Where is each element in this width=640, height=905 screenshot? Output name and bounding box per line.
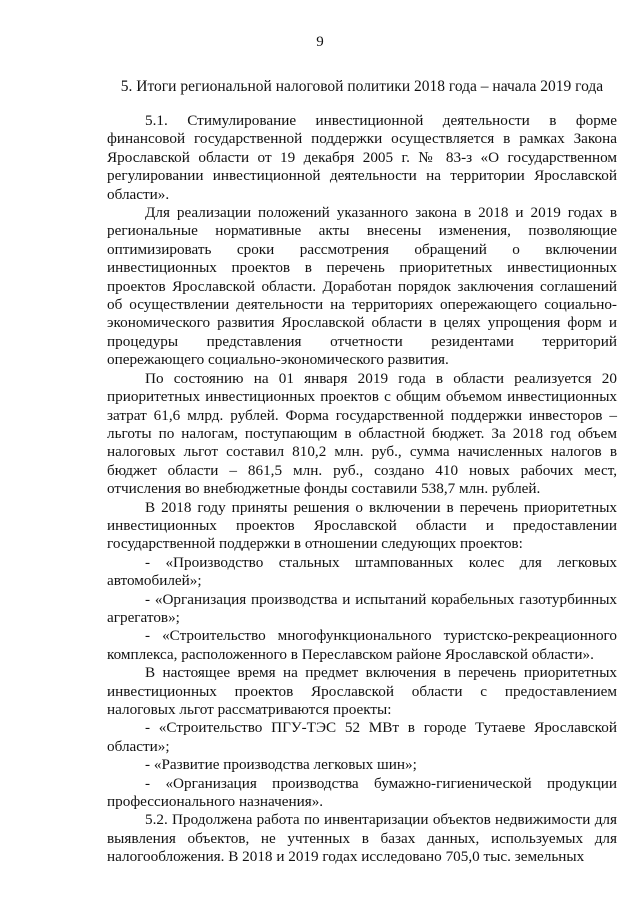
list-item: - «Организация производства бумажно-гигиенической продукции профессионального назначения». [107, 774, 617, 811]
paragraph: В 2018 году приняты решения о включении в перечень приоритетных инвестиционных проектов Ярославской области и предоставлении государственной поддержки в отношении следующих проектов: [107, 498, 617, 553]
list-item: - «Развитие производства легковых шин»; [145, 756, 417, 774]
paragraph: 5.2. Продолжена работа по инвентаризации объектов недвижимости для выявления объектов, не учтенных в базах данных, используемых для налогообложения. В 2018 и 2019 годах исследовано 705,0 тыс. земельных [107, 811, 617, 866]
page-number: 9 [316, 34, 324, 50]
list-item: - «Производство стальных штампованных колес для легковых автомобилей»; [107, 553, 617, 590]
paragraph: Для реализации положений указанного закона в 2018 и 2019 годах в региональные нормативные акты внесены изменения, позволяющие оптимизировать сроки рассмотрения обращений о включении инвестиционных проектов в перечень приоритетных инвестиционных проектов Ярославской области. Доработан порядок заключения соглашений об осуществлении деятельности на территориях опережающего социально-экономического развития Ярославской области в целях упрощения форм и процедуры представления отчетности резидентами территорий опережающего социально-экономического развития. [107, 204, 617, 369]
paragraph: 5.1. Стимулирование инвестиционной деятельности в форме финансовой государственной поддержки осуществляется в рамках Закона Ярославской области от 19 декабря 2005 г. № 83-з «О государственном регулировании инвестиционной деятельности на территории Ярославской области». [107, 112, 617, 203]
list-item: - «Строительство ПГУ-ТЭС 52 МВт в городе Тутаеве Ярославской области»; [107, 719, 617, 755]
list-item: - «Организация производства и испытаний корабельных газотурбинных агрегатов»; [107, 590, 617, 626]
paragraph: В настоящее время на предмет включения в перечень приоритетных инвестиционных проектов Ярославской области с предоставлением налоговых льгот рассматриваются проекты: [107, 664, 617, 718]
body-text [107, 112, 617, 867]
section-heading: 5. Итоги региональной налоговой политики 2018 года – начала 2019 года [120, 78, 604, 95]
list-item: - «Строительство многофункционального туристско-рекреационного комплекса, расположенного в Переславском районе Ярославской области». [107, 627, 617, 663]
paragraph: По состоянию на 01 января 2019 года в области реализуется 20 приоритетных инвестиционных проектов с общим объемом инвестиционных затрат 61,6 млрд. рублей. Форма государственной поддержки инвесторов – льготы по налогам, поступающим в областной бюджет. За 2018 год объем налоговых льгот составил 810,2 млн. руб., сумма начисленных налогов в бюджет области – 861,5 млн. руб., создано 410 новых рабочих мест, отчисления во внебюджетные фонды составили 538,7 млн. рублей. [107, 369, 617, 498]
